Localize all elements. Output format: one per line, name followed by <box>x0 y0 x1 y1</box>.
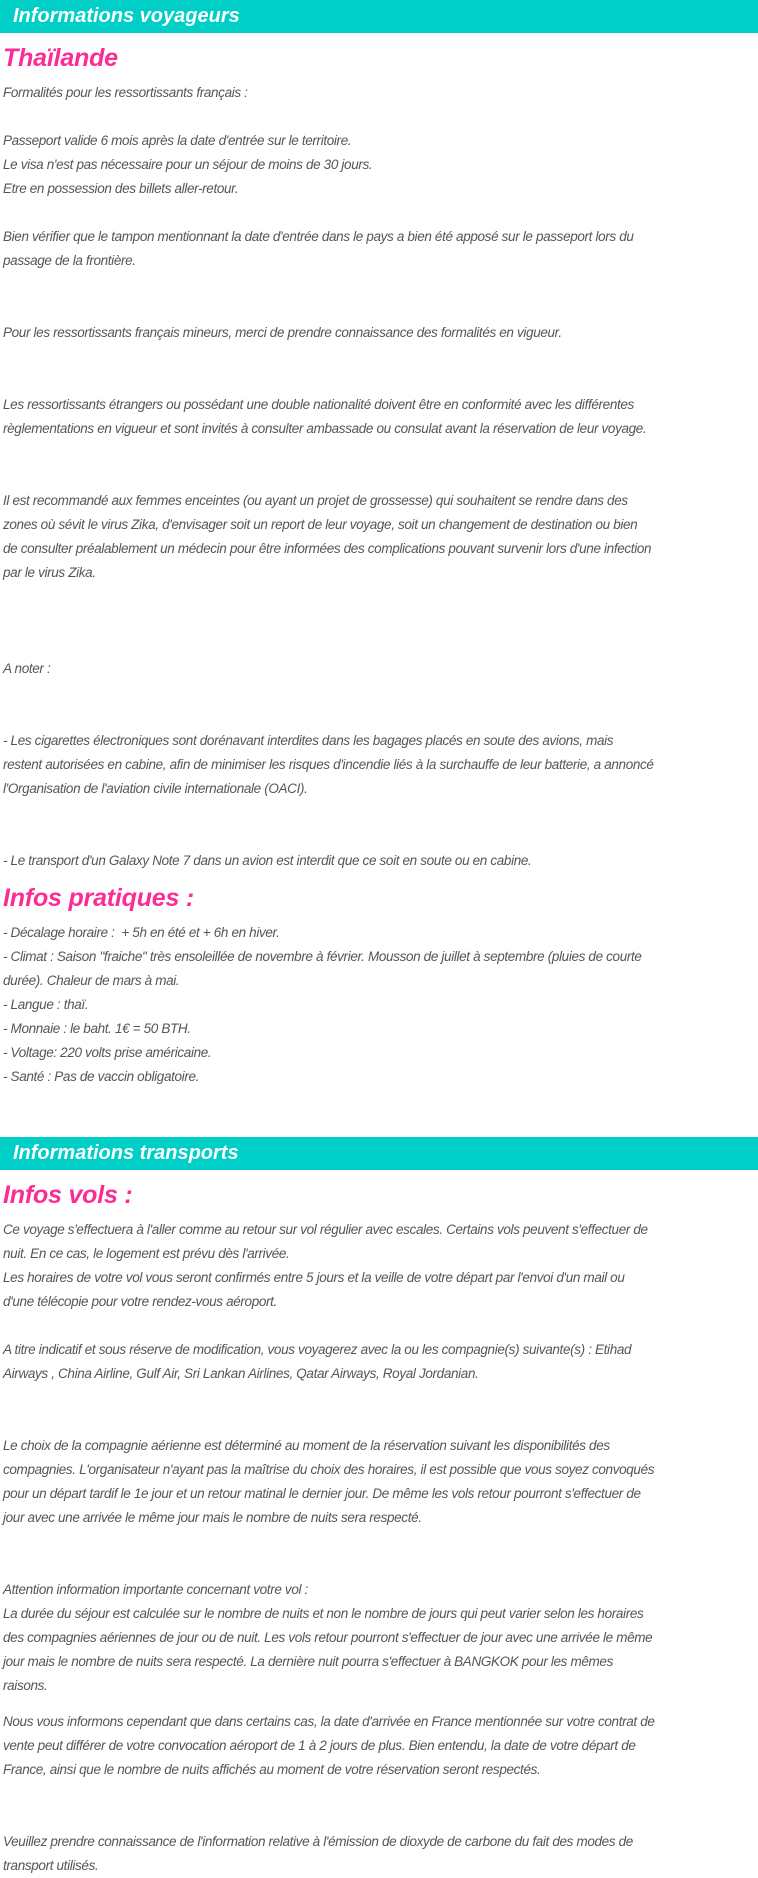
spacer <box>0 273 758 321</box>
heading-thailande: Thaïlande <box>3 44 118 72</box>
spacer <box>0 345 758 393</box>
text-line: A noter : <box>3 661 51 676</box>
text-line: Le choix de la compagnie aérienne est déterminé au moment de la réservation suivant les disponibilités des compagnies. L'organisateur n'ayant pas la maîtrise du choix des horaires, il est possible que vous soyez convoqués pour un départ tardif le 1e jour et un retour matinal le dernier jour. De même les vols retour pourront s'effectuer de jour avec une arrivée le même jour mais le nombre de nuits sera respecté. <box>3 1438 658 1525</box>
text-line: - Santé : Pas de vaccin obligatoire. <box>3 1069 200 1084</box>
text-line: Nous vous informons cependant que dans certains cas, la date d'arrivée en France mentionnée sur votre contrat de vente peut différer de votre convocation aéroport de 1 à 2 jours de plus. Bien entendu, la date de votre départ de France, ainsi que le nombre de nuits affichés au moment de votre réservation seront respectés. <box>3 1714 658 1777</box>
spacer <box>0 1782 758 1830</box>
text-line: - Le transport d'un Galaxy Note 7 dans un avion est interdit que ce soit en soute ou en cabine. <box>3 853 532 868</box>
spacer <box>0 441 758 489</box>
spacer <box>0 1698 758 1710</box>
text-line: Attention information importante concernant votre vol : <box>3 1582 308 1597</box>
paragraph-emission-co2 <box>3 1830 655 1878</box>
section-header-informations-voyageurs: Informations voyageurs <box>0 0 758 33</box>
text-line: A titre indicatif et sous réserve de modification, vous voyagerez avec la ou les compagnie(s) suivante(s) : Etihad Airways , China Airline, Gulf Air, Sri Lankan Airlines, Qatar Airways, Royal Jordanian. <box>3 1342 635 1381</box>
spacer <box>0 1314 758 1338</box>
text-line: Il est recommandé aux femmes enceintes (ou ayant un projet de grossesse) qui souhaitent se rendre dans des zones où sévit le virus Zika, d'envisager soit un report de leur voyage, soit un changement de destination ou bien de consulter préalablement un médecin pour être informées des complications pouvant survenir lors d'une infection par le virus Zika. <box>3 493 655 580</box>
text-line: - Monnaie : le baht. 1€ = 50 BTH. <box>3 1021 191 1036</box>
text-line: - Climat : Saison "fraiche" très ensoleillée de novembre à février. Mousson de juillet à septembre (pluies de courte durée). Chaleur de mars à mai. <box>3 949 645 988</box>
spacer <box>0 681 758 729</box>
paragraph-vols-reguliers <box>3 1218 655 1314</box>
text-line: Ce voyage s'effectuera à l'aller comme au retour sur vol régulier avec escales. Certains vols peuvent s'effectuer de nuit. En ce cas, le logement est prévu dès l'arrivée. <box>3 1222 652 1261</box>
spacer <box>0 1089 758 1137</box>
paragraph-cigarettes-electroniques <box>3 729 655 801</box>
text-line: La durée du séjour est calculée sur le nombre de nuits et non le nombre de jours qui peut varier selon les horaires des compagnies aériennes de jour ou de nuit. Les vols retour pourront s'effectuer de jour avec une arrivée le même jour mais le nombre de nuits sera respecté. La dernière nuit pourra s'effectuer à BANGKOK pour les mêmes raisons. <box>3 1606 656 1693</box>
text-line: - Voltage: 220 volts prise américaine. <box>3 1045 212 1060</box>
text-line: Formalités pour les ressortissants français : <box>3 85 248 100</box>
text-line: Les horaires de votre vol vous seront confirmés entre 5 jours et la veille de votre départ par l'envoi d'un mail ou d'une télécopie pour votre rendez-vous aéroport. <box>3 1270 628 1309</box>
list-infos-pratiques <box>3 921 655 1089</box>
text-line: Les ressortissants étrangers ou possédant une double nationalité doivent être en conformité avec les différentes règlementations en vigueur et sont invités à consulter ambassade ou consulat avant la réservation de leur voyage. <box>3 397 647 436</box>
spacer <box>0 105 758 129</box>
text-line: Veuillez prendre connaissance de l'information relative à l'émission de dioxyde de carbone du fait des modes de transport utilisés. <box>3 1834 637 1873</box>
paragraph-tampon-frontiere <box>3 225 655 273</box>
text-line: - Décalage horaire : + 5h en été et + 6h en hiver. <box>3 925 280 940</box>
paragraph-a-noter <box>3 657 655 681</box>
spacer <box>0 1530 758 1578</box>
paragraph-double-nationalite <box>3 393 655 441</box>
paragraph-galaxy-note-7 <box>3 849 655 873</box>
paragraph-attention-vol <box>3 1578 655 1698</box>
spacer <box>0 201 758 225</box>
text-line: Pour les ressortissants français mineurs, merci de prendre connaissance des formalités en vigueur. <box>3 325 562 340</box>
paragraph-passeport-visa-billets <box>3 129 655 201</box>
text-line: - Langue : thaï. <box>3 997 89 1012</box>
text-line: - Les cigarettes électroniques sont dorénavant interdites dans les bagages placés en soute des avions, mais restent autorisées en cabine, afin de minimiser les risques d'incendie liés à la surchauffe de leur batterie, a annoncé l'Organisation de l'aviation civile internationale (OACI). <box>3 733 657 796</box>
spacer <box>0 1386 758 1434</box>
paragraph-formalites-intro <box>3 81 655 105</box>
paragraph-zika <box>3 489 655 585</box>
paragraph-mineurs <box>3 321 655 345</box>
spacer <box>0 801 758 849</box>
text-line: Etre en possession des billets aller-retour. <box>3 181 239 196</box>
spacer <box>0 585 758 657</box>
text-line: Bien vérifier que le tampon mentionnant la date d'entrée dans le pays a bien été apposé sur le passeport lors du passage de la frontière. <box>3 229 637 268</box>
heading-infos-pratiques: Infos pratiques : <box>3 884 195 912</box>
text-line: Passeport valide 6 mois après la date d'entrée sur le territoire. <box>3 133 352 148</box>
paragraph-date-arrivee-france <box>3 1710 658 1782</box>
section-header-informations-transports: Informations transports <box>0 1137 758 1170</box>
heading-infos-vols: Infos vols : <box>3 1181 133 1209</box>
paragraph-compagnies <box>3 1338 655 1386</box>
paragraph-choix-compagnie <box>3 1434 658 1530</box>
text-line: Le visa n'est pas nécessaire pour un séjour de moins de 30 jours. <box>3 157 373 172</box>
